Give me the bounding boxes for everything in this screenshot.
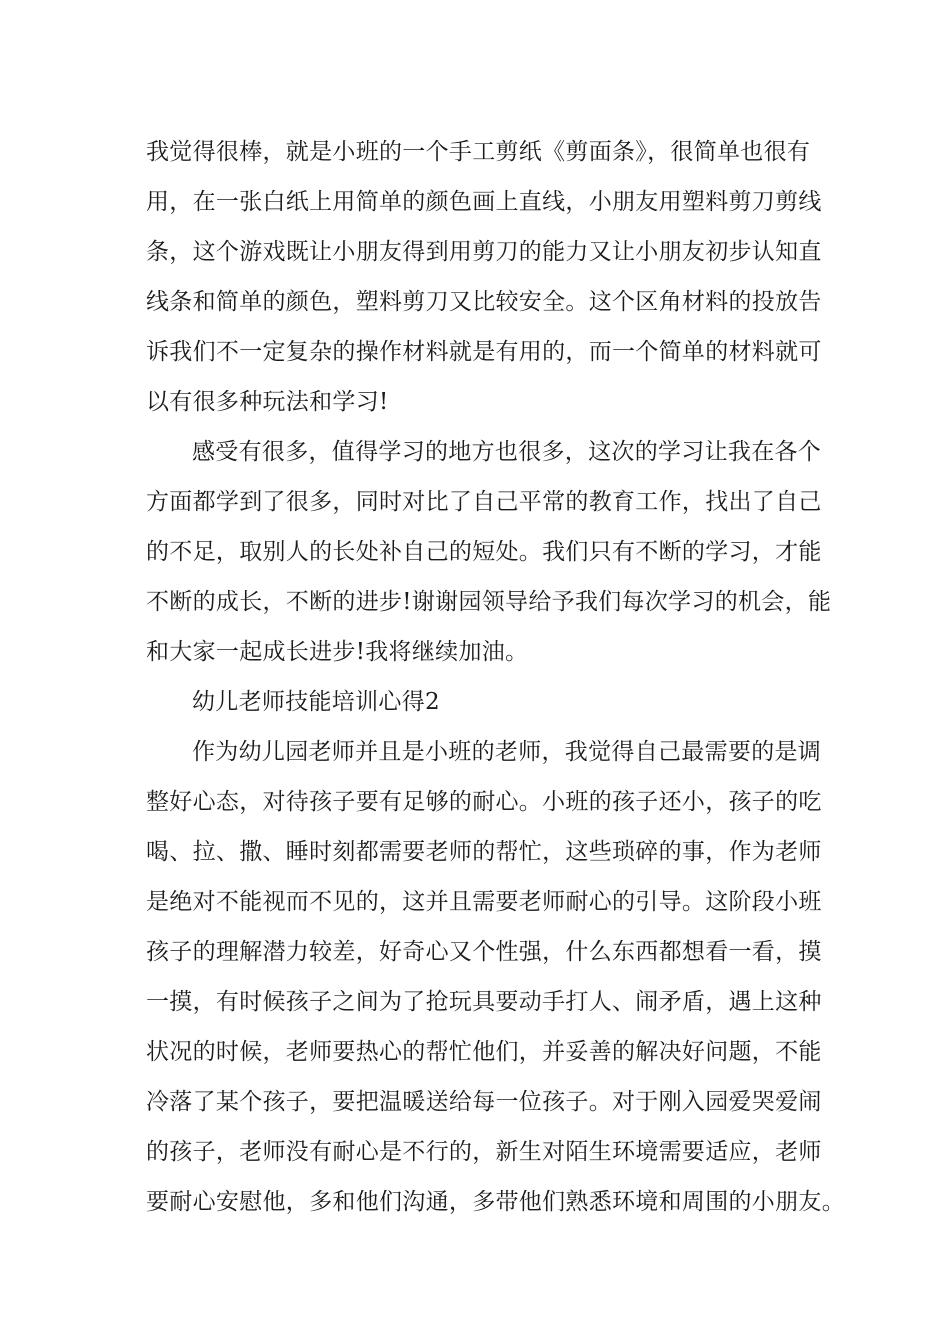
text-line: 作为幼儿园老师并且是小班的老师，我觉得自己最需要的是调 (192, 739, 822, 765)
text-line: 整好心态，对待孩子要有足够的耐心。小班的孩子还小，孩子的吃 (146, 789, 822, 815)
text-line: 和大家一起成长进步!我将继续加油。 (146, 639, 529, 665)
text-line: 不断的成长，不断的进步!谢谢园领导给予我们每次学习的机会，能 (146, 589, 832, 615)
text-line: 线条和简单的颜色，塑料剪刀又比较安全。这个区角材料的投放告 (146, 289, 822, 315)
text-line: 喝、拉、撒、睡时刻都需要老师的帮忙，这些琐碎的事，作为老师 (146, 839, 822, 865)
text-line: 状况的时候，老师要热心的帮忙他们，并妥善的解决好问题，不能 (146, 1039, 822, 1065)
text-line: 用，在一张白纸上用简单的颜色画上直线，小朋友用塑料剪刀剪线 (146, 189, 822, 215)
text-line: 我觉得很棒，就是小班的一个手工剪纸《剪面条》，很简单也很有 (146, 139, 811, 165)
text-line: 一摸，有时候孩子之间为了抢玩具要动手打人、闹矛盾，遇上这种 (146, 989, 822, 1015)
section-heading: 幼儿老师技能培训心得2 (192, 689, 440, 715)
text-line: 感受有很多，值得学习的地方也很多，这次的学习让我在各个 (192, 439, 822, 465)
text-line: 孩子的理解潜力较差，好奇心又个性强，什么东西都想看一看，摸 (146, 939, 822, 965)
text-line: 以有很多种玩法和学习! (146, 389, 389, 415)
text-line: 冷落了某个孩子，要把温暖送给每一位孩子。对于刚入园爱哭爱闹 (146, 1089, 822, 1115)
text-line: 的不足，取别人的长处补自己的短处。我们只有不断的学习，才能 (146, 539, 822, 565)
text-line: 是绝对不能视而不见的，这并且需要老师耐心的引导。这阶段小班 (146, 889, 822, 915)
text-line: 方面都学到了很多，同时对比了自己平常的教育工作，找出了自己 (146, 489, 822, 515)
text-line: 诉我们不一定复杂的操作材料就是有用的，而一个简单的材料就可 (146, 339, 822, 365)
text-line: 的孩子，老师没有耐心是不行的，新生对陌生环境需要适应，老师 (146, 1139, 822, 1165)
text-line: 条，这个游戏既让小朋友得到用剪刀的能力又让小朋友初步认知直 (146, 239, 822, 265)
text-line: 要耐心安慰他，多和他们沟通，多带他们熟悉环境和周围的小朋友。 (146, 1189, 845, 1215)
